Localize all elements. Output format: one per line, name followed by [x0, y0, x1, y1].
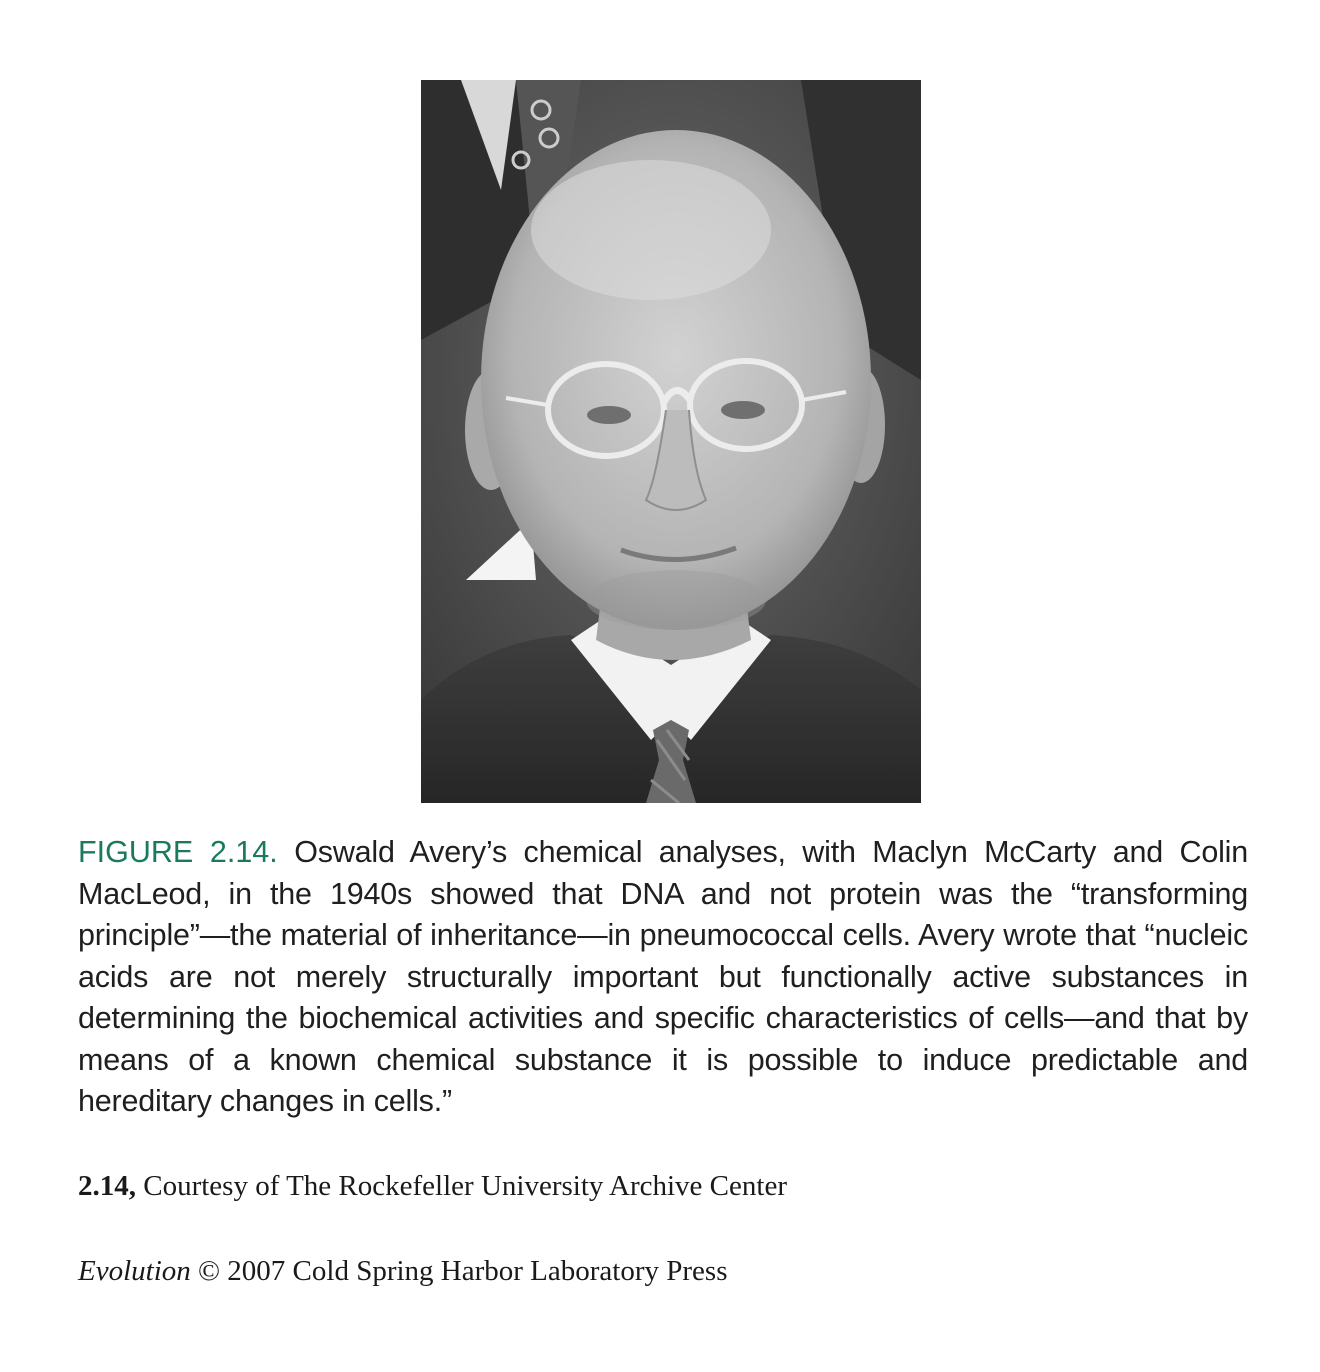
credit-text: Courtesy of The Rockefeller University Archive Center	[143, 1170, 787, 1202]
photo-credit	[78, 1170, 787, 1203]
copyright-line	[78, 1255, 727, 1288]
credit-number: 2.14,	[78, 1170, 136, 1202]
portrait-photo	[421, 80, 921, 803]
figure-label: FIGURE 2.14.	[78, 835, 278, 869]
figure-caption	[78, 832, 1248, 1123]
copyright-text: © 2007 Cold Spring Harbor Laboratory Press	[198, 1255, 728, 1287]
portrait-illustration	[421, 80, 921, 803]
caption-text: Oswald Avery’s chemical analyses, with Maclyn McCarty and Colin MacLeod, in the 1940s showed that DNA and not protein was the “transforming principle”—the material of inheritance—in pneumococcal cells. Avery wrote that “nucleic acids are not merely structurally important but functionally active substances in determining the biochemical activities and specific characteristics of cells—and that by means of a known chemical substance it is possible to induce predictable and hereditary changes in cells.”	[78, 835, 1248, 1118]
book-title: Evolution	[78, 1255, 191, 1287]
